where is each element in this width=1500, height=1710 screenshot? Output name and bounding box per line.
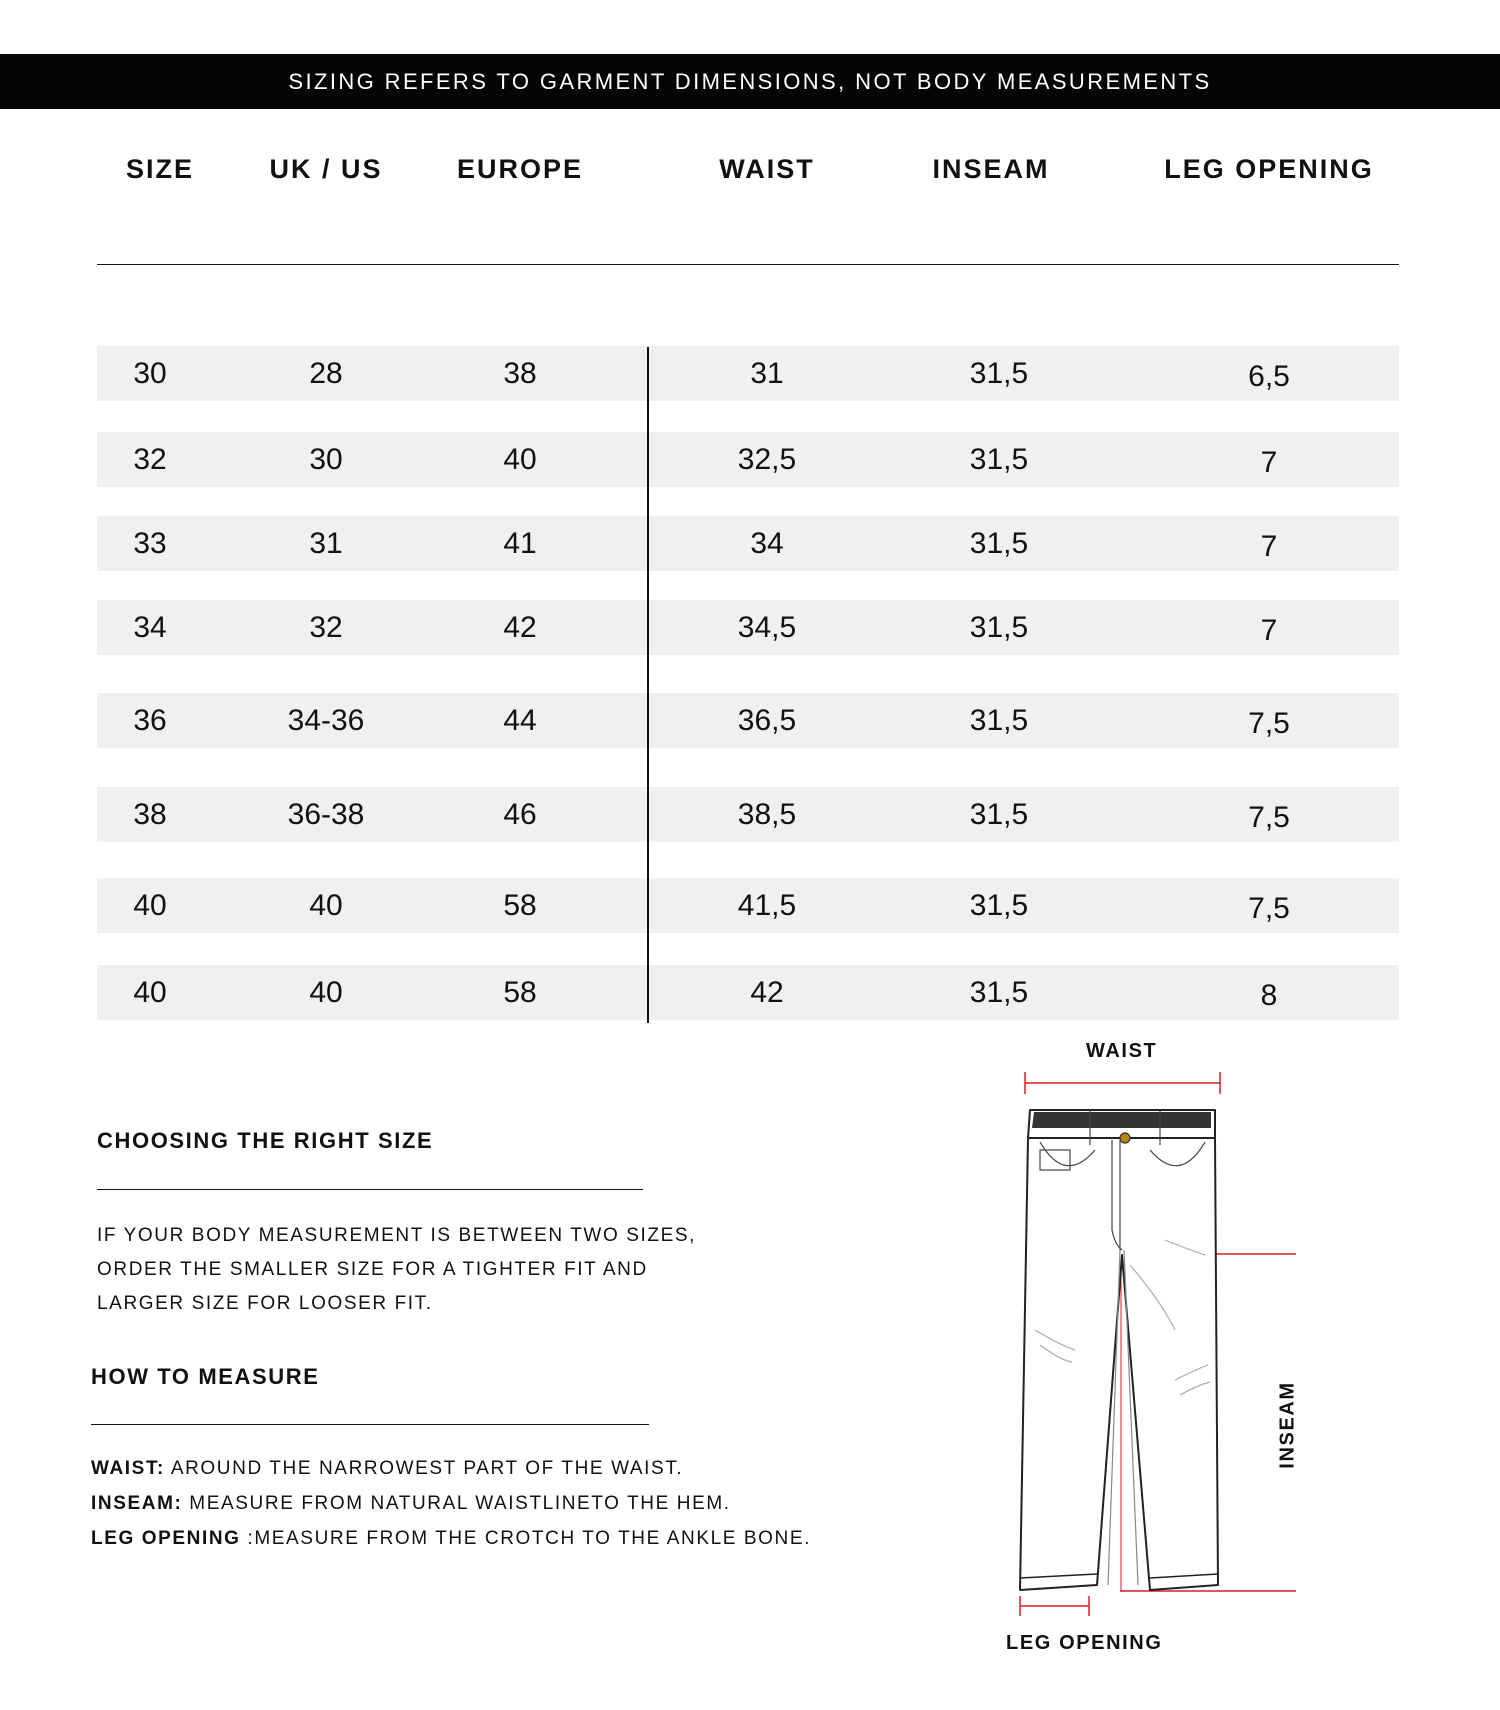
choosing-text [97,1219,696,1321]
choosing-line: ORDER THE SMALLER SIZE FOR A TIGHTER FIT AND [97,1259,648,1280]
measure-label: INSEAM: [91,1493,183,1514]
table-row [97,693,1399,748]
cell-europe: 41 [503,527,537,560]
col-header-waist: WAIST [719,154,815,184]
choosing-line: LARGER SIZE FOR LOOSER FIT. [97,1293,433,1314]
cell-size: 30 [133,357,167,390]
cell-size: 33 [133,527,167,560]
cell-inseam: 31,5 [969,527,1029,560]
measure-text: MEASURE FROM NATURAL WAISTLINETO THE HEM. [182,1493,731,1514]
column-divider [647,347,649,1023]
cell-inseam: 31,5 [969,357,1029,390]
cell-size: 32 [133,443,167,476]
choosing-title: CHOOSING THE RIGHT SIZE [97,1128,434,1153]
cell-uk-us: 31 [309,527,343,560]
cell-inseam: 31,5 [969,976,1029,1009]
cell-europe: 38 [503,357,537,390]
cell-size: 40 [133,976,167,1009]
cell-leg-opening: 7 [1260,530,1278,563]
measure-inseam [91,1493,731,1515]
sizing-banner: SIZING REFERS TO GARMENT DIMENSIONS, NOT BODY MEASUREMENTS [0,54,1500,109]
table-row [97,878,1399,933]
diagram-waist-label: WAIST [1086,1040,1158,1062]
cell-uk-us: 30 [309,443,343,476]
measure-waist [91,1458,683,1480]
measure-label: WAIST: [91,1458,165,1479]
cell-uk-us: 40 [309,976,343,1009]
jeans-outline [1020,1110,1218,1590]
measure-text: AROUND THE NARROWEST PART OF THE WAIST. [165,1458,684,1479]
cell-europe: 40 [503,443,537,476]
cell-waist: 34,5 [737,611,797,644]
table-row [97,787,1399,842]
cell-europe: 58 [503,889,537,922]
cell-leg-opening: 7 [1260,614,1278,647]
cell-size: 38 [133,798,167,831]
col-header-inseam: INSEAM [932,154,1050,184]
table-row [97,600,1399,655]
cell-size: 36 [133,704,167,737]
measure-label: LEG OPENING [91,1528,241,1549]
cell-inseam: 31,5 [969,798,1029,831]
how-to-measure-divider [91,1424,649,1425]
cell-inseam: 31,5 [969,611,1029,644]
cell-leg-opening: 8 [1260,979,1278,1012]
cell-waist: 34 [750,527,784,560]
cell-inseam: 31,5 [969,443,1029,476]
cell-uk-us: 28 [309,357,343,390]
cell-uk-us: 34-36 [287,704,365,737]
cell-waist: 32,5 [737,443,797,476]
measure-leg-opening [91,1528,811,1550]
cell-europe: 42 [503,611,537,644]
col-header-size: SIZE [125,154,195,184]
cell-inseam: 31,5 [969,704,1029,737]
how-to-measure-title: HOW TO MEASURE [91,1364,320,1389]
diagram-leg-opening-label: LEG OPENING [1006,1632,1163,1654]
cell-uk-us: 40 [309,889,343,922]
choosing-divider [97,1189,643,1190]
col-header-uk-us: UK / US [269,154,383,184]
jeans-diagram [995,1060,1305,1620]
cell-waist: 36,5 [737,704,797,737]
measure-text: :MEASURE FROM THE CROTCH TO THE ANKLE BONE. [240,1528,812,1549]
cell-europe: 58 [503,976,537,1009]
col-header-europe: EUROPE [456,154,584,184]
cell-size: 34 [133,611,167,644]
cell-europe: 46 [503,798,537,831]
table-row [97,965,1399,1020]
cell-uk-us: 32 [309,611,343,644]
cell-leg-opening: 7,5 [1248,892,1290,925]
cell-uk-us: 36-38 [287,798,365,831]
cell-leg-opening: 7,5 [1248,707,1290,740]
choosing-line: IF YOUR BODY MEASUREMENT IS BETWEEN TWO SIZES, [97,1225,696,1246]
col-header-leg-opening: LEG OPENING [1164,154,1374,184]
cell-size: 40 [133,889,167,922]
cell-waist: 38,5 [737,798,797,831]
cell-europe: 44 [503,704,537,737]
cell-waist: 42 [750,976,784,1009]
table-row [97,432,1399,487]
cell-inseam: 31,5 [969,889,1029,922]
cell-leg-opening: 7,5 [1248,801,1290,834]
cell-leg-opening: 6,5 [1248,360,1290,393]
table-row [97,346,1399,401]
cell-leg-opening: 7 [1260,446,1278,479]
table-row [97,516,1399,571]
header-divider [97,264,1399,265]
cell-waist: 31 [750,357,784,390]
cell-waist: 41,5 [737,889,797,922]
diagram-inseam-label: INSEAM [1276,1381,1299,1469]
